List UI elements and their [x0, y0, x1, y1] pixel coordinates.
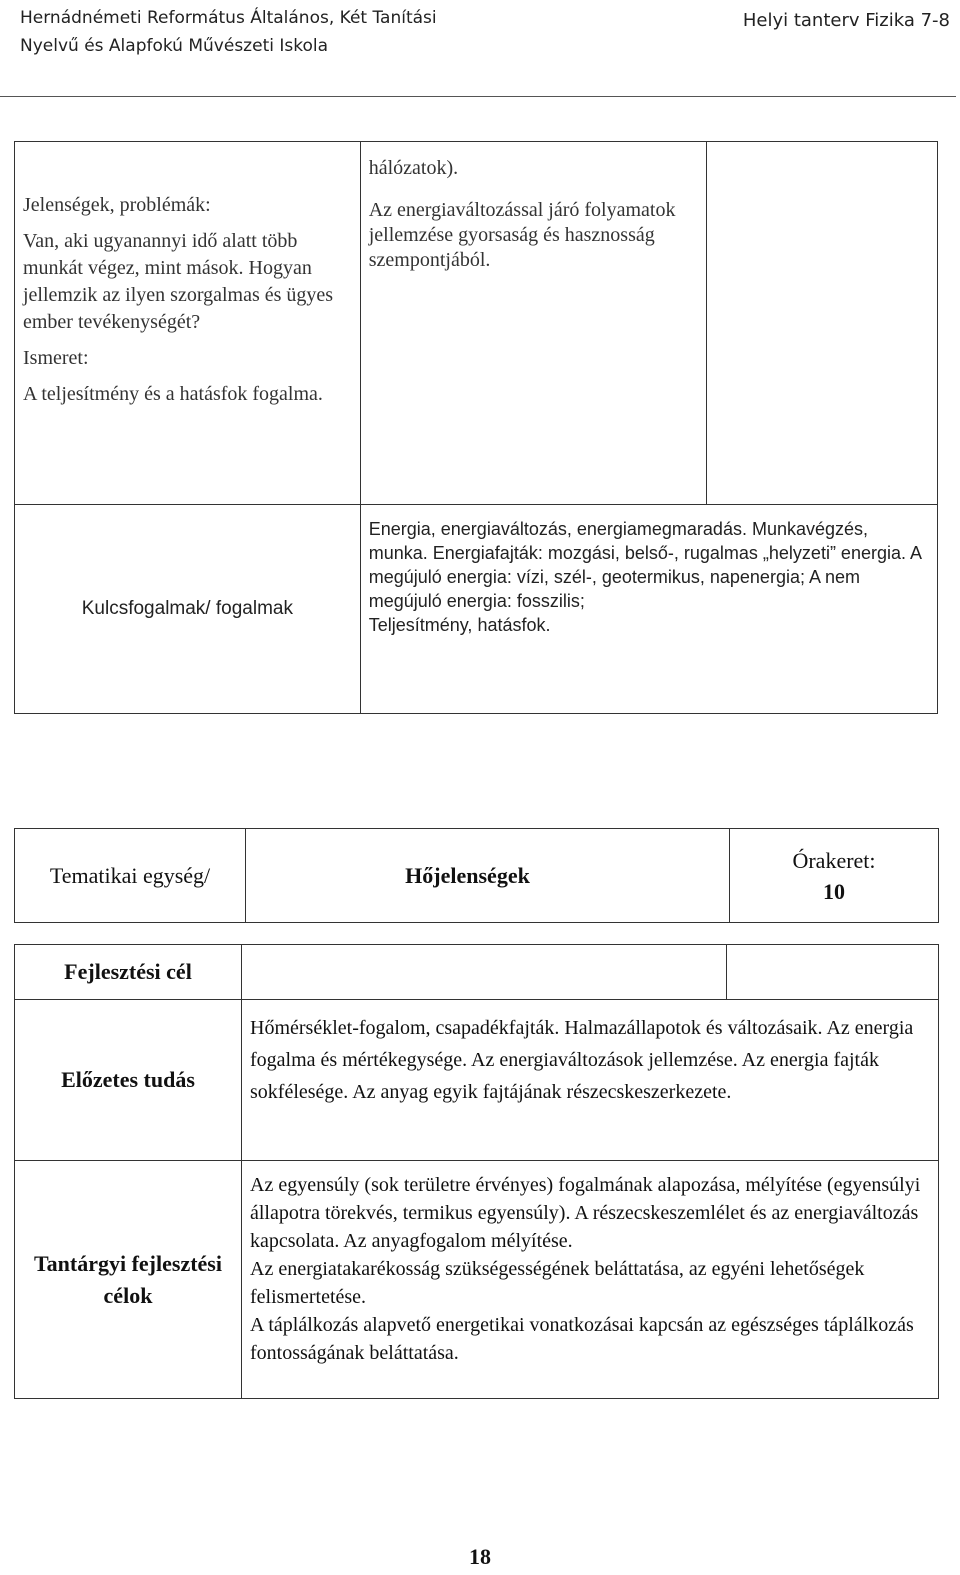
- table-row: [15, 1161, 939, 1399]
- key-concepts-last: Teljesítmény, hatásfok.: [368, 615, 551, 635]
- page-header: [0, 0, 960, 98]
- prior-knowledge-label: Előzetes tudás: [15, 1000, 242, 1161]
- school-name-line2: Nyelvű és Alapfokú Művészeti Iskola: [20, 36, 329, 56]
- subject-goals-p3: A táplálkozás alapvető energetikai vonatkozásai kapcsán az egészséges táplálkozás fontosságának beláttatása.: [250, 1314, 914, 1364]
- hours-label: Órakeret:: [792, 847, 876, 873]
- goals-text: Az energiaváltozással járó folyamatok jellemzése gyorsaság és hasznosság szempontjából.: [368, 199, 676, 271]
- hours-cell: [730, 829, 939, 923]
- knowledge-label: Ismeret:: [23, 347, 89, 369]
- school-name: [20, 4, 437, 60]
- key-concepts-label: Kulcsfogalmak/ fogalmak: [15, 505, 361, 714]
- table-row: [15, 1000, 939, 1161]
- table-row: [15, 142, 938, 505]
- dev-goal-empty-right: [727, 945, 939, 1000]
- table-row: [15, 945, 939, 1000]
- empty-cell: [707, 142, 938, 505]
- prior-knowledge-text: [242, 1000, 939, 1161]
- header-divider: [0, 96, 956, 97]
- subject-goals-label-line2: célok: [103, 1282, 153, 1308]
- goals-table: [14, 944, 939, 1399]
- goals-cell: [360, 142, 707, 505]
- phenomena-text: Van, aki ugyanannyi idő alatt több munkát végez, mint mások. Hogyan jellemzik az ilyen szorgalmas és ügyes ember tevékenységét?: [23, 230, 334, 333]
- phenomena-cell: [15, 142, 361, 505]
- dev-goal-label: Fejlesztési cél: [15, 945, 242, 1000]
- key-concepts-body: Energia, energiaváltozás, energiamegmaradás. Munkavégzés, munka. Energiafajták: mozgási, belső-, rugalmas „helyzeti” energia. A megújuló energia: vízi, szél-, geotermikus, napenergia; A nem megújuló energia: fosszilis;: [368, 519, 922, 611]
- prior-knowledge-body: Hőmérséklet-fogalom, csapadékfajták. Halmazállapotok és változásaik. Az energia fogalma és mértékegysége. Az energiaváltozások jellemzése. Az energia fajták sokfélesége. Az anyag egyik fajtájának részecskeszerkezete.: [250, 1017, 914, 1103]
- phenomena-label: Jelenségek, problémák:: [23, 194, 211, 216]
- thematic-unit-title: Hőjelenségek: [246, 829, 730, 923]
- key-concepts-text: [360, 505, 937, 714]
- curriculum-title: Helyi tanterv Fizika 7-8: [742, 10, 950, 31]
- thematic-unit-table: [14, 828, 939, 923]
- hours-value: 10: [823, 878, 845, 904]
- subject-goals-label-line1: Tantárgyi fejlesztési: [34, 1250, 222, 1276]
- table-row: [15, 505, 938, 714]
- goals-continuation: hálózatok).: [368, 157, 459, 179]
- dev-goal-empty: [242, 945, 727, 1000]
- knowledge-text: A teljesítmény és a hatásfok fogalma.: [23, 383, 323, 405]
- subject-goals-p1: Az egyensúly (sok területre érvényes) fogalmának alapozása, mélyítése (egyensúlyi állapotra törekvés, termikus egyensúly). A részecskeszemlélet és az energiaváltozás kapcsolata. Az anyagfogalom mélyítése.: [250, 1174, 921, 1252]
- continuation-table: [14, 141, 938, 714]
- subject-goals-label: [15, 1161, 242, 1399]
- thematic-unit-label: Tematikai egység/: [15, 829, 246, 923]
- page-number: 18: [469, 1544, 491, 1569]
- table-row: [15, 829, 939, 923]
- subject-goals-text: [242, 1161, 939, 1399]
- subject-goals-p2: Az energiatakarékosság szükségességének beláttatása, az egyéni lehetőségek felismertetése.: [250, 1258, 865, 1308]
- school-name-line1: Hernádnémeti Református Általános, Két Tanítási: [20, 8, 437, 28]
